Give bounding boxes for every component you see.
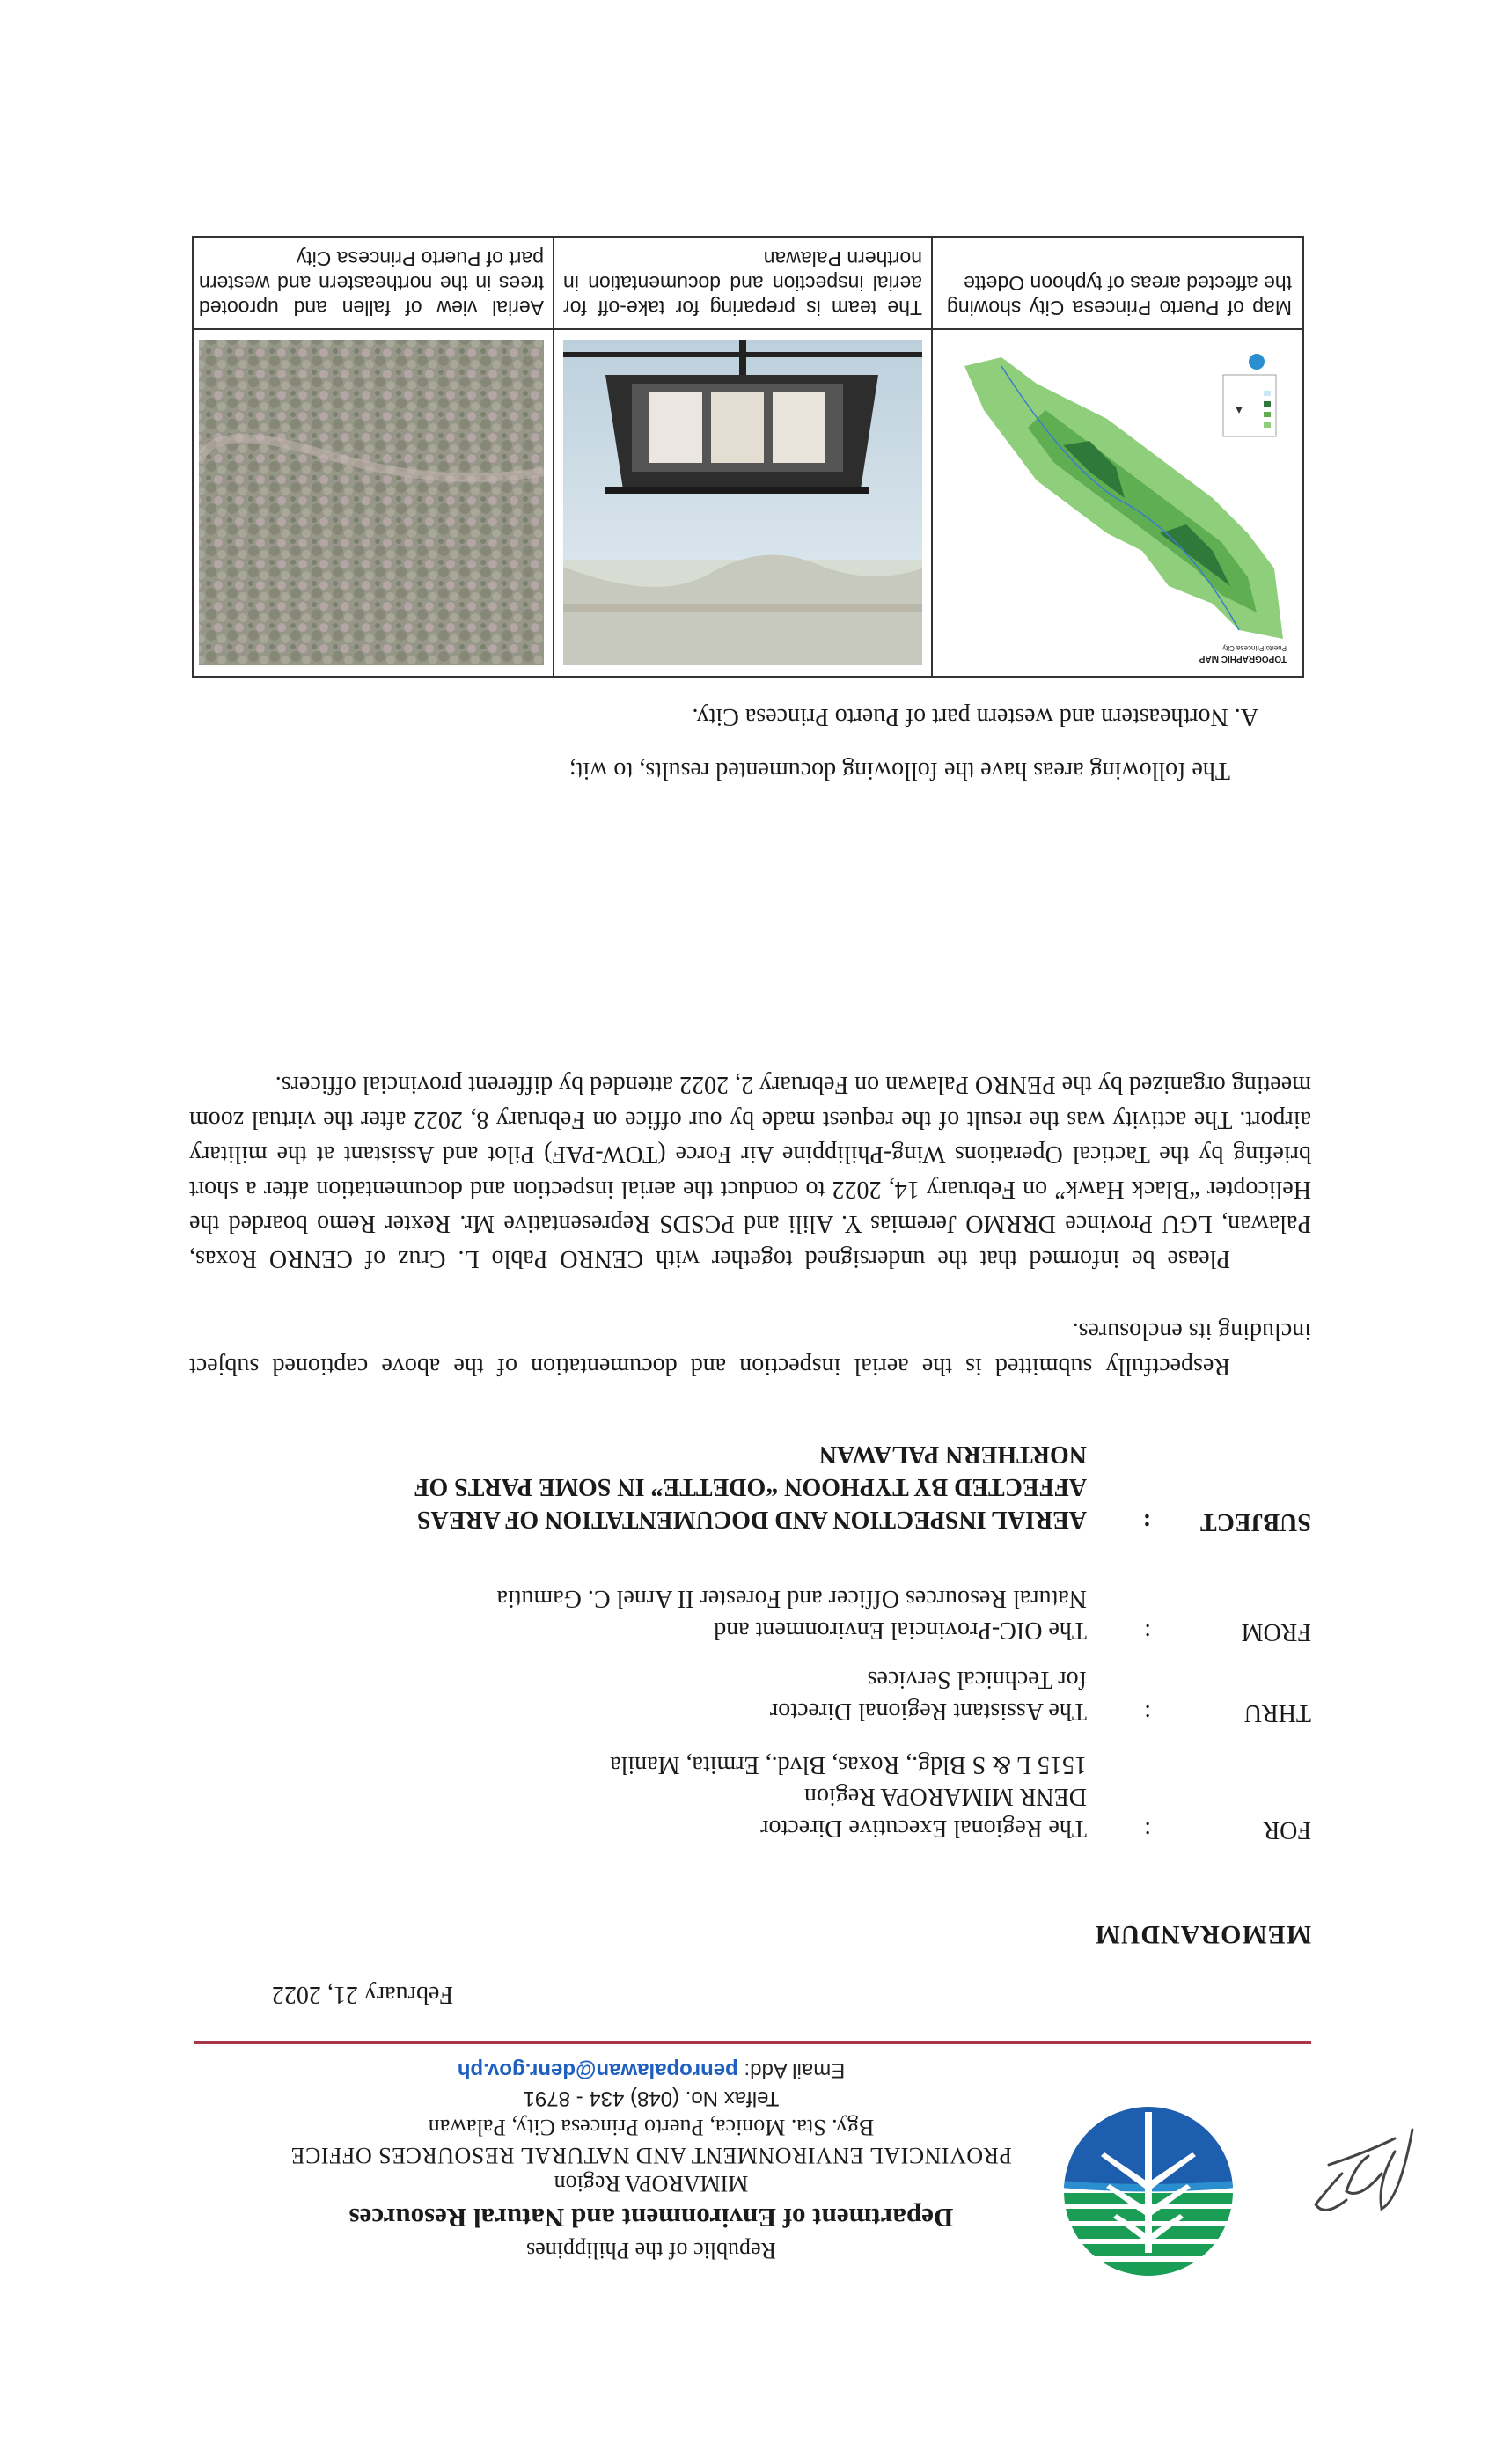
thru-label: THRU bbox=[1243, 1699, 1311, 1727]
table-caption-aerial: Aerial view of fallen and uprooted trees in the northeastern and western part of Puerto Princesa City bbox=[199, 247, 544, 319]
documentation-table bbox=[192, 236, 1304, 678]
helicopter-team-photo bbox=[563, 340, 922, 665]
email-address: penropalawan@denr.gov.ph bbox=[457, 2058, 738, 2082]
memo-date: February 21, 2022 bbox=[271, 1981, 453, 2008]
region-name: MIMAROPA Region bbox=[554, 2171, 749, 2196]
aerial-forest-photo bbox=[199, 340, 544, 665]
for-recipient bbox=[189, 1749, 1087, 1844]
handwritten-initials-mark bbox=[1298, 2103, 1430, 2235]
subject-line: AFFECTED BY TYPHOON “ODETTE” IN SOME PARTS OF bbox=[414, 1473, 1087, 1500]
subject-colon: : bbox=[1142, 1508, 1151, 1536]
from-sender bbox=[189, 1582, 1087, 1646]
from-colon: : bbox=[1144, 1618, 1151, 1646]
table-divider bbox=[553, 238, 554, 676]
for-colon: : bbox=[1144, 1816, 1151, 1844]
telfax-number: Telfax No. (048) 434 - 8791 bbox=[523, 2086, 780, 2110]
body-paragraph-results: The following areas have the following documented results, to wit; bbox=[568, 757, 1230, 784]
subject-line: NORTHERN PALAWAN bbox=[818, 1441, 1087, 1468]
thru-colon: : bbox=[1144, 1699, 1151, 1727]
map-subtitle: Puerto Princesa City bbox=[1222, 644, 1287, 652]
from-label: FROM bbox=[1241, 1618, 1311, 1646]
republic-line: Republic of the Philippines bbox=[526, 2238, 776, 2263]
body-paragraph-details: Please be informed that the undersigned together with CENRO Pablo L. Cruz of CENRO Roxas, Palawan, LGU Province DRRMO Jeremias Y. Alili and PCSDS Representative Mr. Rexter Remo boarded the Helicopter “Black Hawk” on February 14, 2022 to conduct the aerial inspection and documentation after a short briefing by the Tactical Operations Wing-Philippine Air Force (TOW-PAF) Pilot and Assistant at the military airport. The activity was the result of the request made by our office on February 8, 2022 after the virtual zoom meeting organized by the PENRO Palawan on February 2, 2022 attended by different provincial officers. bbox=[189, 1071, 1311, 1272]
memo-title: MEMORANDUM bbox=[1094, 1920, 1311, 1949]
from-line: Natural Resources Officer and Forester II Arnel C. Gamutia bbox=[496, 1585, 1087, 1612]
for-label: FOR bbox=[1263, 1816, 1311, 1844]
denr-logo-icon bbox=[1060, 2103, 1236, 2279]
map-title: TOPOGRAPHIC MAP bbox=[1199, 654, 1287, 664]
thru-recipient bbox=[189, 1663, 1087, 1727]
thru-line: for Technical Services bbox=[867, 1666, 1087, 1693]
table-caption-team: The team is preparing for take-off for aerial inspection and documentation in northern Palawan bbox=[563, 247, 922, 319]
section-a-heading: A. Northeastern and western part of Puerto Princesa City. bbox=[692, 703, 1258, 730]
thru-line: The Assistant Regional Director bbox=[769, 1698, 1087, 1725]
for-line: DENR MIMAROPA Region bbox=[803, 1783, 1087, 1810]
for-line: 1515 L & S Bldg., Roxas, Blvd., Ermita, Manila bbox=[610, 1751, 1087, 1778]
email-label: Email Add: bbox=[744, 2058, 846, 2082]
for-line: The Regional Executive Director bbox=[760, 1815, 1087, 1842]
table-divider bbox=[931, 238, 933, 676]
department-name: Department of Environment and Natural Resources bbox=[348, 2203, 954, 2233]
table-divider bbox=[194, 328, 1302, 330]
topographic-map-image bbox=[947, 340, 1292, 665]
letterhead-divider bbox=[194, 2041, 1311, 2044]
subject-line: AERIAL INSPECTION AND DOCUMENTATION OF AREAS bbox=[416, 1506, 1087, 1533]
subject-label: SUBJECT bbox=[1199, 1508, 1311, 1536]
from-line: The OIC-Provincial Environment and bbox=[714, 1617, 1087, 1644]
office-address: Bgy. Sta. Monica, Puerto Princesa City, Palawan bbox=[428, 2115, 875, 2140]
office-name: PROVINCIAL ENVIRONMENT AND NATURAL RESOURCES OFFICE bbox=[290, 2143, 1012, 2168]
email-line bbox=[264, 2057, 1038, 2082]
subject-text bbox=[189, 1438, 1087, 1536]
body-paragraph-intro: Respectfully submitted is the aerial inspection and documentation of the above captioned subject including its enclosures. bbox=[189, 1317, 1311, 1380]
table-caption-map: Map of Puerto Princesa City showing the affected areas of typhoon Odette bbox=[947, 272, 1292, 319]
